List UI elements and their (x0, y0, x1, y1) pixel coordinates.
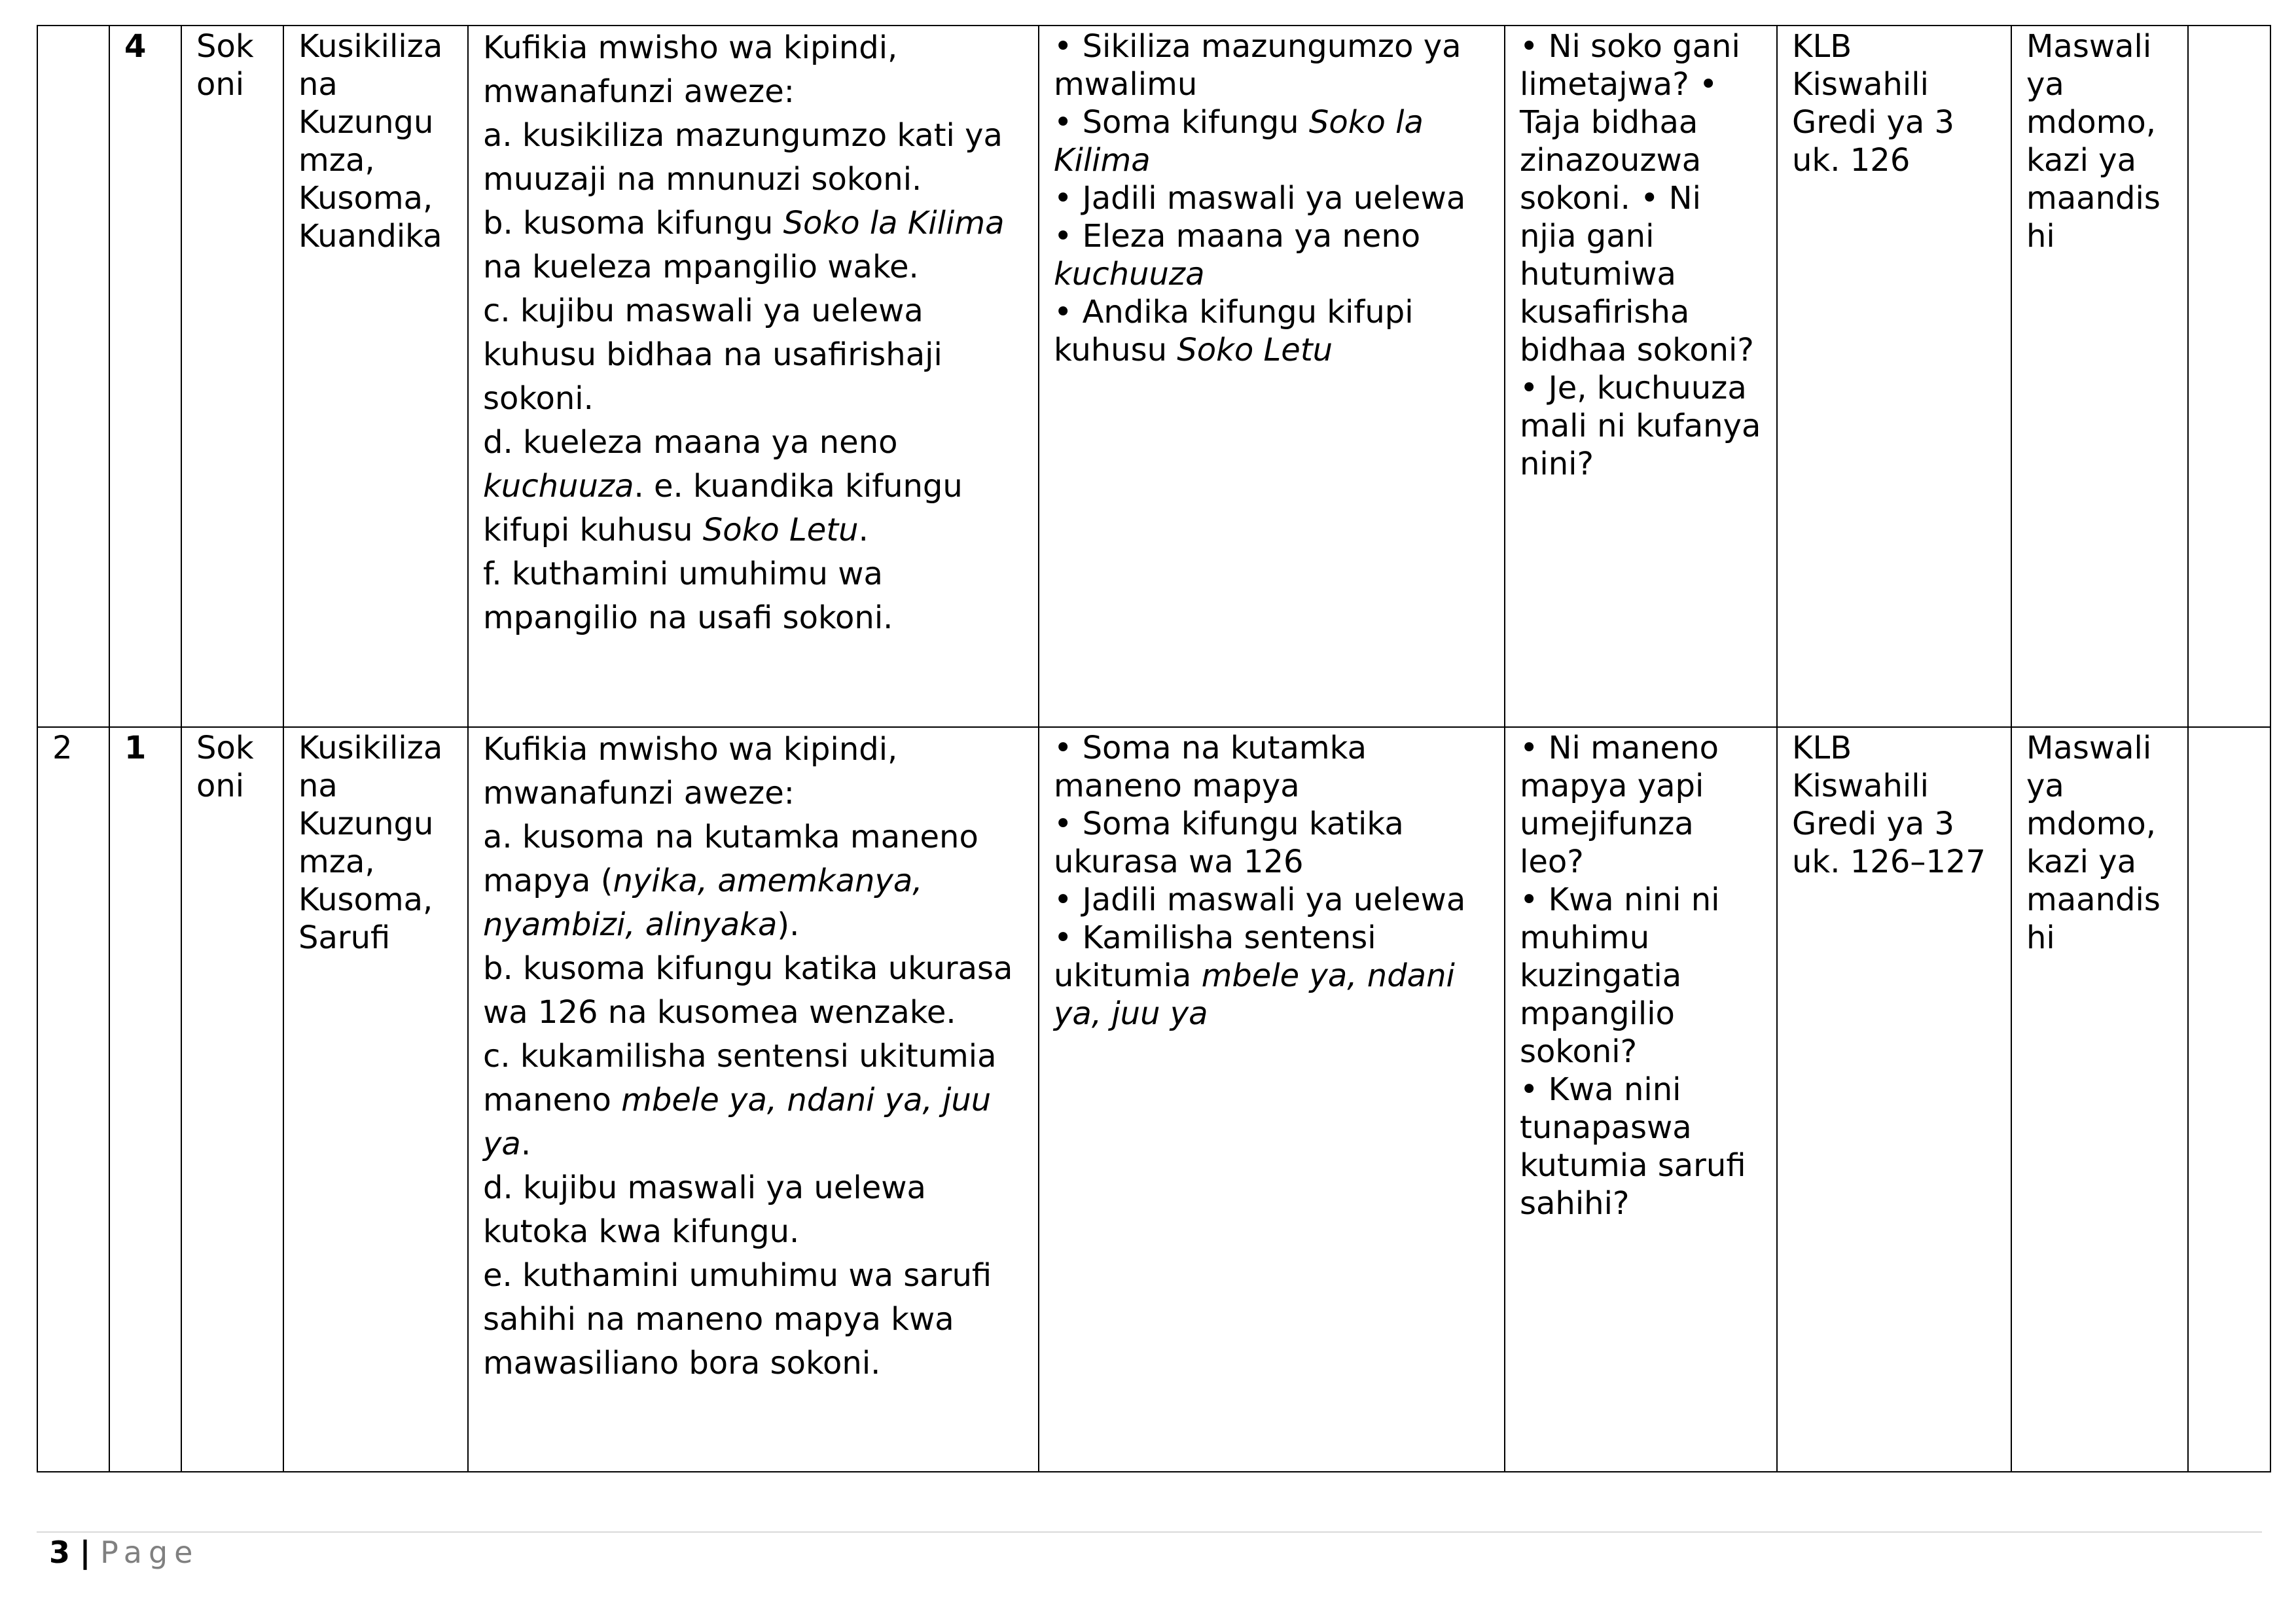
footer-separator: | (79, 1535, 91, 1570)
inquiry-question: • Ni maneno mapya yapi umejifunza leo? (1520, 730, 1719, 880)
experience-item: • Soma kifungu katika ukurasa wa 126 (1054, 806, 1404, 880)
lesson-cell: 1 (109, 727, 181, 1472)
lesson-cell: 4 (109, 26, 181, 727)
experience-item: • Kamilisha sentensi ukitumia mbele ya, ndani ya, juu ya (1054, 919, 1455, 1032)
strand-cell: Sokoni (181, 727, 283, 1472)
experience-item: • Soma na kutamka maneno mapya (1054, 730, 1367, 804)
outcome-d: d. kujibu maswali ya uelewa kutoka kwa kifungu. (483, 1169, 926, 1250)
experience-item: • Sikiliza mazungumzo ya mwalimu (1054, 28, 1462, 103)
learning-experiences-cell (1039, 727, 1505, 1472)
inquiry-question: • Kwa nini tunapaswa kutumia sarufi sahihi? (1520, 1071, 1746, 1222)
experience-item: • Andika kifungu kifupi kuhusu Soko Letu (1054, 294, 1414, 368)
footer-divider (37, 1531, 2262, 1533)
experience-item: • Eleza maana ya neno kuchuuza (1054, 218, 1421, 293)
week-cell: 2 (37, 727, 109, 1472)
remarks-cell (2188, 727, 2270, 1472)
experience-item: • Jadili maswali ya uelewa (1054, 180, 1466, 217)
experience-item: • Jadili maswali ya uelewa (1054, 882, 1466, 918)
scheme-of-work-sheet (37, 25, 2271, 1472)
resources-cell: KLB Kiswahili Gredi ya 3 uk. 126 (1777, 26, 2011, 727)
outcome-b: b. kusoma kifungu katika ukurasa wa 126 na kusomea wenzake. (483, 950, 1013, 1031)
outcome-f: f. kuthamini umuhimu wa mpangilio na usafi sokoni. (483, 556, 893, 636)
scheme-of-work-table (37, 25, 2271, 1472)
learning-outcomes-cell (468, 727, 1039, 1472)
outcome-d-e: d. kueleza maana ya neno kuchuuza. e. kuandika kifungu kifupi kuhusu Soko Letu. (483, 424, 963, 548)
remarks-cell (2188, 26, 2270, 727)
outcome-b: b. kusoma kifungu Soko la Kilima na kueleza mpangilio wake. (483, 205, 1005, 285)
week-cell (37, 26, 109, 727)
outcome-e: e. kuthamini umuhimu wa sarufi sahihi na maneno mapya kwa mawasiliano bora sokoni. (483, 1257, 992, 1382)
page-number: 3 (49, 1535, 71, 1570)
key-inquiry-cell (1505, 727, 1777, 1472)
assessment-cell: Maswali ya mdomo, kazi ya maandishi (2011, 26, 2188, 727)
assessment-cell: Maswali ya mdomo, kazi ya maandishi (2011, 727, 2188, 1472)
page-footer (49, 1533, 199, 1572)
learning-outcomes-cell (468, 26, 1039, 727)
outcomes-intro: Kufikia mwisho wa kipindi, mwanafunzi aweze: (483, 29, 898, 110)
table-row (37, 26, 2270, 727)
outcome-c: c. kukamilisha sentensi ukitumia maneno mbele ya, ndani ya, juu ya. (483, 1038, 997, 1162)
outcome-a: a. kusoma na kutamka maneno mapya (nyika, amemkanya, nyambizi, alinyaka). (483, 819, 978, 943)
experience-item: • Soma kifungu Soko la Kilima (1054, 104, 1424, 179)
substrand-cell: Kusikiliza na Kuzungumza, Kusoma, Kuandika (283, 26, 468, 727)
key-inquiry-cell: • Ni soko gani limetajwa? • Taja bidhaa zinazouzwa sokoni. • Ni njia gani hutumiwa kusafirisha bidhaa sokoni? • Je, kuchuuza mali ni kufanya nini? (1505, 26, 1777, 727)
resources-cell: KLB Kiswahili Gredi ya 3 uk. 126–127 (1777, 727, 2011, 1472)
outcome-c: c. kujibu maswali ya uelewa kuhusu bidhaa na usafirishaji sokoni. (483, 293, 942, 417)
outcome-a: a. kusikiliza mazungumzo kati ya muuzaji na mnunuzi sokoni. (483, 117, 1003, 198)
inquiry-question: • Kwa nini ni muhimu kuzingatia mpangilio sokoni? (1520, 882, 1720, 1070)
page-label: Page (100, 1535, 200, 1570)
strand-cell: Sokoni (181, 26, 283, 727)
learning-experiences-cell (1039, 26, 1505, 727)
outcomes-intro: Kufikia mwisho wa kipindi, mwanafunzi aweze: (483, 731, 898, 812)
substrand-cell: Kusikiliza na Kuzungumza, Kusoma, Sarufi (283, 727, 468, 1472)
table-row (37, 727, 2270, 1472)
